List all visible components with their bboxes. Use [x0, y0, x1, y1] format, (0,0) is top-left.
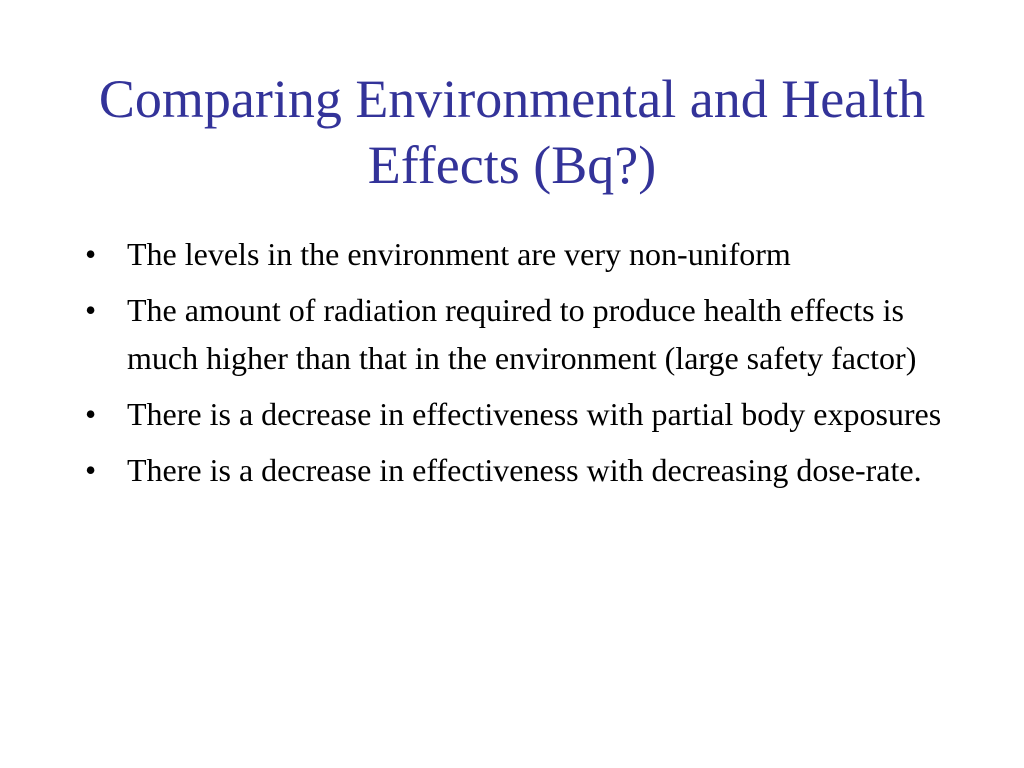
bullet-marker: • [85, 236, 97, 272]
bullet-item [85, 286, 945, 382]
bullet-text: The amount of radiation required to produce health effects is much higher than that in the environment (large safety factor) [127, 292, 917, 376]
bullet-marker: • [85, 452, 97, 488]
slide-title: Comparing Environmental and Health Effects (Bq?) [98, 69, 926, 195]
bullet-marker: • [85, 292, 97, 328]
bullet-text: There is a decrease in effectiveness with decreasing dose-rate. [127, 452, 922, 488]
bullet-marker: • [85, 396, 97, 432]
bullet-list [85, 230, 945, 502]
bullet-text: The levels in the environment are very non-uniform [127, 236, 791, 272]
bullet-item [85, 230, 945, 278]
bullet-text: There is a decrease in effectiveness with partial body exposures [127, 396, 942, 432]
bullet-item [85, 390, 945, 438]
bullet-item [85, 446, 945, 494]
